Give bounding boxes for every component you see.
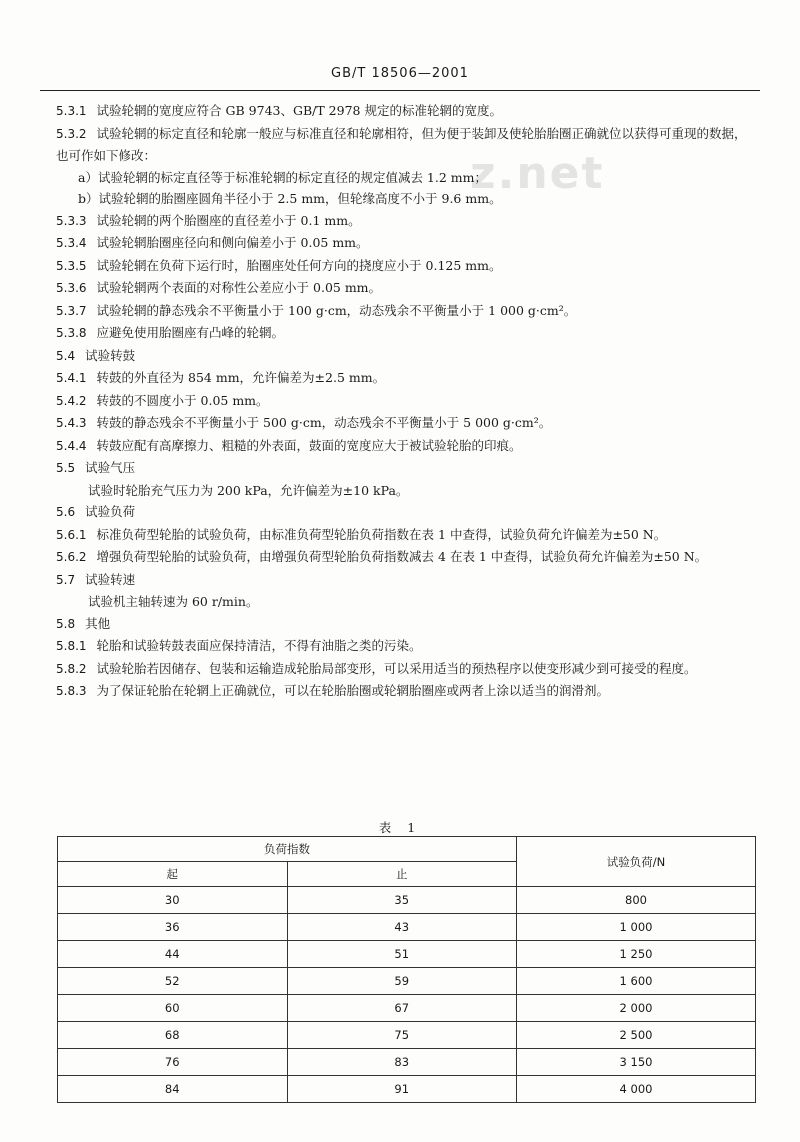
clause-number: 5.8 [56,616,76,631]
table-row [58,1022,756,1049]
paragraph [56,501,752,524]
table-row [58,941,756,968]
clause-number: 5.4 [56,348,76,363]
paragraph [56,255,752,278]
paragraph [56,412,752,435]
clause-number: 5.3.3 [56,213,87,228]
paragraph [56,345,752,368]
clause-number: 5.6.1 [56,527,87,542]
clause-number: 5.6.2 [56,550,87,564]
paragraph [56,680,752,703]
clause-number: 5.3.8 [56,326,87,340]
document-body [56,100,752,703]
table-cell-load: 2 000 [517,995,756,1022]
clause-number: 5.3.6 [56,281,87,295]
paragraph [56,100,752,123]
clause-text: 试验轮胎若因储存、包装和运输造成轮胎局部变形，可以采用适当的预热程序以使变形减少到可接受的程度。 [96,660,697,676]
clause-text: 试验轮辋的静态残余不平衡量小于 100 g·cm，动态残余不平衡量小于 1 000 g·cm²。 [96,302,577,318]
clause-number: 5.5 [56,461,76,475]
clause-number: 5.8.1 [56,639,87,653]
table-row [58,1076,756,1103]
paragraph [56,524,752,547]
paragraph [56,367,752,390]
clause-text: 其他 [85,615,111,631]
clause-text: 为了保证轮胎在轮辋上正确就位，可以在轮胎胎圈或轮辋胎圈座或两者上涂以适当的润滑剂。 [96,683,610,698]
paragraph [56,123,752,167]
clause-number: 5.4.3 [56,416,87,430]
paragraph [56,210,752,233]
table-cell-to: 91 [287,1076,517,1103]
table-row [58,968,756,995]
clause-text: 试验轮辋的标定直径和轮廓一般应与标准直径和轮廓相符，但为便于装卸及使轮胎胎圈正确就位以获得可重现的数据，也可作如下修改： [56,125,747,163]
table-cell-to: 43 [287,914,517,941]
clause-text: 转鼓应配有高摩擦力、粗糙的外表面，鼓面的宽度应大于被试验轮胎的印痕。 [96,437,522,453]
clause-text: 试验负荷 [85,504,136,519]
paragraph [56,232,752,255]
watermark: z.net [470,148,605,199]
clause-text: 试验轮辋在负荷下运行时，胎圈座处任何方向的挠度应小于 0.125 mm。 [96,257,502,273]
clause-number: 5.6 [56,505,76,519]
table-row [58,995,756,1022]
table-header-load-index: 负荷指数 [58,837,517,862]
table-cell-from: 60 [58,995,288,1022]
clause-text: 试验轮辋胎圈座径向和侧向偏差小于 0.05 mm。 [96,235,369,250]
clause-text: 应避免使用胎圈座有凸峰的轮辋。 [96,325,285,340]
clause-text: 试验时轮胎充气压力为 200 kPa，允许偏差为±10 kPa。 [88,482,409,498]
table-cell-load: 4 000 [517,1076,756,1103]
table-cell-to: 59 [287,968,517,995]
clause-number: 5.8.2 [56,661,87,676]
table-cell-from: 68 [58,1022,288,1049]
paragraph [56,480,752,502]
clause-number: 5.4.1 [56,371,87,385]
table-cell-load: 800 [517,887,756,914]
table-cell-from: 52 [58,968,288,995]
clause-text: 试验轮辋两个表面的对称性公差应小于 0.05 mm。 [96,280,382,295]
paragraph [56,591,752,613]
table-cell-from: 36 [58,914,288,941]
clause-number: 5.4.4 [56,438,87,453]
clause-text: 转鼓的不圆度小于 0.05 mm。 [96,392,269,408]
clause-number: 5.3.5 [56,258,87,273]
clause-text: 增强负荷型轮胎的试验负荷，由增强负荷型轮胎负荷指数减去 4 在表 1 中查得，试验负荷允许偏差为±50 N。 [96,549,708,564]
clause-number: 5.7 [56,572,76,587]
paragraph [56,300,752,323]
table-cell-to: 67 [287,995,517,1022]
table-title: 表 1 [378,820,422,835]
clause-text: 标准负荷型轮胎的试验负荷，由标准负荷型轮胎负荷指数在表 1 中查得，试验负荷允许偏差为±50 N。 [96,526,667,542]
table-cell-load: 1 000 [517,914,756,941]
clause-text: 试验转速 [85,571,136,587]
table-cell-from: 44 [58,941,288,968]
clause-number: 5.3.1 [56,104,87,118]
table-cell-from: 30 [58,887,288,914]
paragraph [56,613,752,636]
table-cell-to: 75 [287,1022,517,1049]
table-cell-to: 51 [287,941,517,968]
table-cell-from: 76 [58,1049,288,1076]
paragraph [56,390,752,413]
clause-text: 转鼓的静态残余不平衡量小于 500 g·cm，动态残余不平衡量小于 5 000 g·cm²。 [96,415,552,430]
table-row [58,914,756,941]
table-cell-to: 83 [287,1049,517,1076]
table-row [58,1049,756,1076]
page-header: GB/T 18506—2001 [331,66,469,81]
clause-text: a）试验轮辋的标定直径等于标准轮辋的标定直径的规定值减去 1.2 mm； [78,169,487,185]
table-cell-load: 2 500 [517,1022,756,1049]
table-cell-load: 1 600 [517,968,756,995]
clause-text: b）试验轮辋的胎圈座圆角半径小于 2.5 mm，但轮缘高度不小于 9.6 mm。 [78,191,502,206]
paragraph [56,188,752,210]
clause-text: 转鼓的外直径为 854 mm，允许偏差为±2.5 mm。 [96,370,386,385]
table-header-to: 止 [287,862,517,887]
paragraph [56,167,752,189]
clause-text: 轮胎和试验转鼓表面应保持清洁，不得有油脂之类的污染。 [96,638,422,653]
clause-text: 试验气压 [85,460,136,475]
paragraph [56,635,752,658]
paragraph [56,435,752,458]
table-cell-load: 1 250 [517,941,756,968]
clause-number: 5.4.2 [56,393,87,408]
load-table [57,836,756,1103]
clause-number: 5.3.2 [56,126,87,141]
clause-text: 试验机主轴转速为 60 r/min。 [88,594,259,609]
paragraph [56,658,752,681]
table-cell-load: 3 150 [517,1049,756,1076]
paragraph [56,569,752,592]
clause-text: 试验转鼓 [85,347,136,363]
clause-text: 试验轮辋的宽度应符合 GB 9743、GB/T 2978 规定的标准轮辋的宽度。 [96,103,502,118]
table-cell-from: 84 [58,1076,288,1103]
table-row [58,887,756,914]
clause-number: 5.8.3 [56,684,87,698]
clause-text: 试验轮辋的两个胎圈座的直径差小于 0.1 mm。 [96,212,361,228]
paragraph [56,322,752,345]
table-header-from: 起 [58,862,288,887]
paragraph [56,457,752,480]
clause-number: 5.3.4 [56,236,87,250]
header-rule [40,90,760,91]
table-header-test-load: 试验负荷/N [517,837,756,887]
table-cell-to: 35 [287,887,517,914]
paragraph [56,277,752,300]
clause-number: 5.3.7 [56,303,87,318]
paragraph [56,546,752,569]
